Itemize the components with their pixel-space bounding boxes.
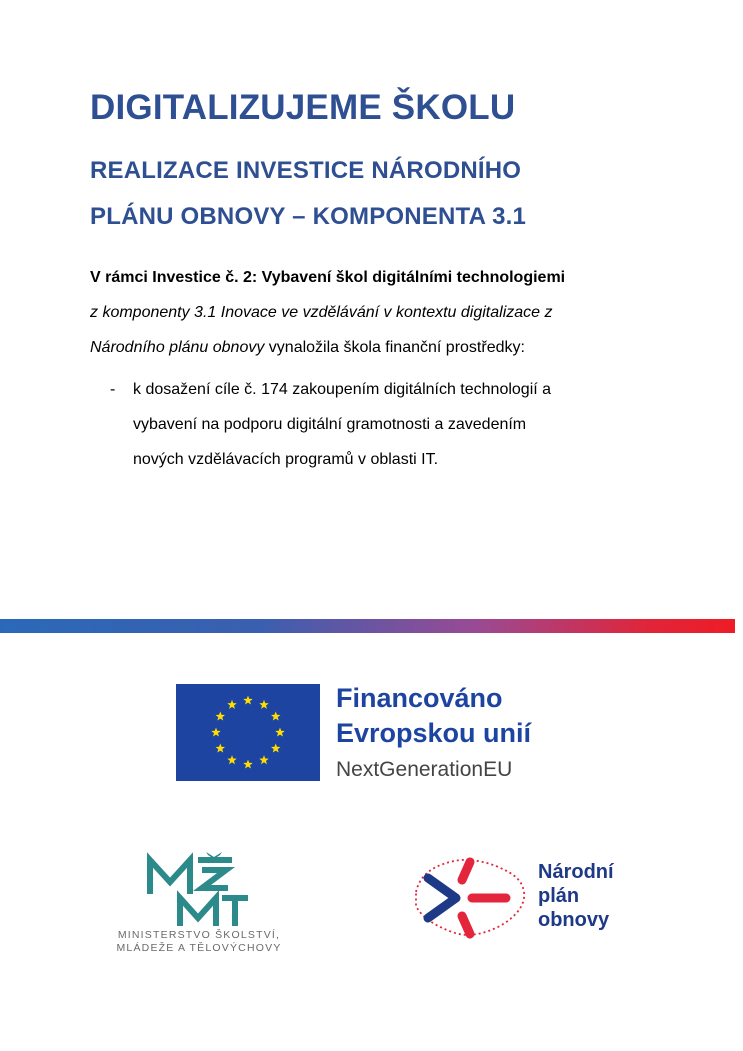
bullet-marker: - (110, 381, 116, 398)
eu-star-icon (275, 728, 285, 737)
eu-star-icon (271, 744, 281, 753)
npo-line-3: obnovy (538, 909, 610, 931)
eu-star-icon (259, 700, 269, 709)
npo-logo (406, 852, 528, 944)
eu-star-icon (243, 696, 253, 705)
intro-paragraph (90, 260, 690, 365)
msmt-name-line-2: MLÁDEŽE A TĚLOVÝCHOVY (116, 942, 282, 954)
eu-funding-line-3: NextGenerationEU (336, 758, 513, 781)
eu-funding-line-2: Evropskou unií (336, 718, 532, 748)
msmt-monogram-icon (140, 852, 250, 928)
intro-line-italic (90, 295, 690, 330)
bullet-line-3: nových vzdělávacích programů v oblasti IT. (133, 451, 439, 468)
npo-logo-text (538, 860, 614, 932)
npo-line-1: Národní (538, 861, 614, 883)
eu-star-icon (259, 755, 269, 764)
bullet-line-2: vybavení na podporu digitální gramotnosti a zavedením (133, 416, 527, 433)
eu-star-icon (216, 744, 226, 753)
eu-flag-logo (176, 684, 320, 781)
page-title: DIGITALIZUJEME ŠKOLU (90, 88, 516, 127)
npo-line-2: plán (538, 885, 580, 907)
bullet-text (133, 372, 551, 477)
intro-bold-text: V rámci Investice č. 2: Vybavení škol digitálními technologiemi (90, 269, 566, 286)
eu-star-icon (211, 728, 221, 737)
msmt-name-line-1: MINISTERSTVO ŠKOLSTVÍ, (117, 929, 281, 941)
intro-italic-text: z komponenty 3.1 Inovace ve vzdělávání v kontextu digitalizace z (90, 304, 553, 321)
eu-stars-icon (176, 684, 320, 781)
eu-funding-line-1: Financováno (336, 683, 503, 713)
intro-line-bold (90, 260, 690, 295)
eu-star-icon (227, 755, 237, 764)
page-subtitle-line-2: PLÁNU OBNOVY – KOMPONENTA 3.1 (90, 203, 527, 230)
intro-italic-plan: Národního plánu obnovy (90, 339, 265, 356)
eu-star-icon (216, 712, 226, 721)
msmt-logo (140, 852, 250, 928)
eu-star-icon (243, 760, 253, 769)
intro-line-final (90, 330, 690, 365)
eu-star-icon (271, 712, 281, 721)
bullet-line-1: k dosažení cíle č. 174 zakoupením digitálních technologií a (133, 381, 552, 398)
intro-rest-text: vynaložila škola finanční prostředky: (264, 339, 525, 356)
gradient-divider (0, 619, 735, 633)
msmt-name (94, 929, 304, 955)
czech-map-arrow-icon (406, 852, 528, 944)
eu-star-icon (227, 700, 237, 709)
page-subtitle-line-1: REALIZACE INVESTICE NÁRODNÍHO (90, 157, 522, 184)
